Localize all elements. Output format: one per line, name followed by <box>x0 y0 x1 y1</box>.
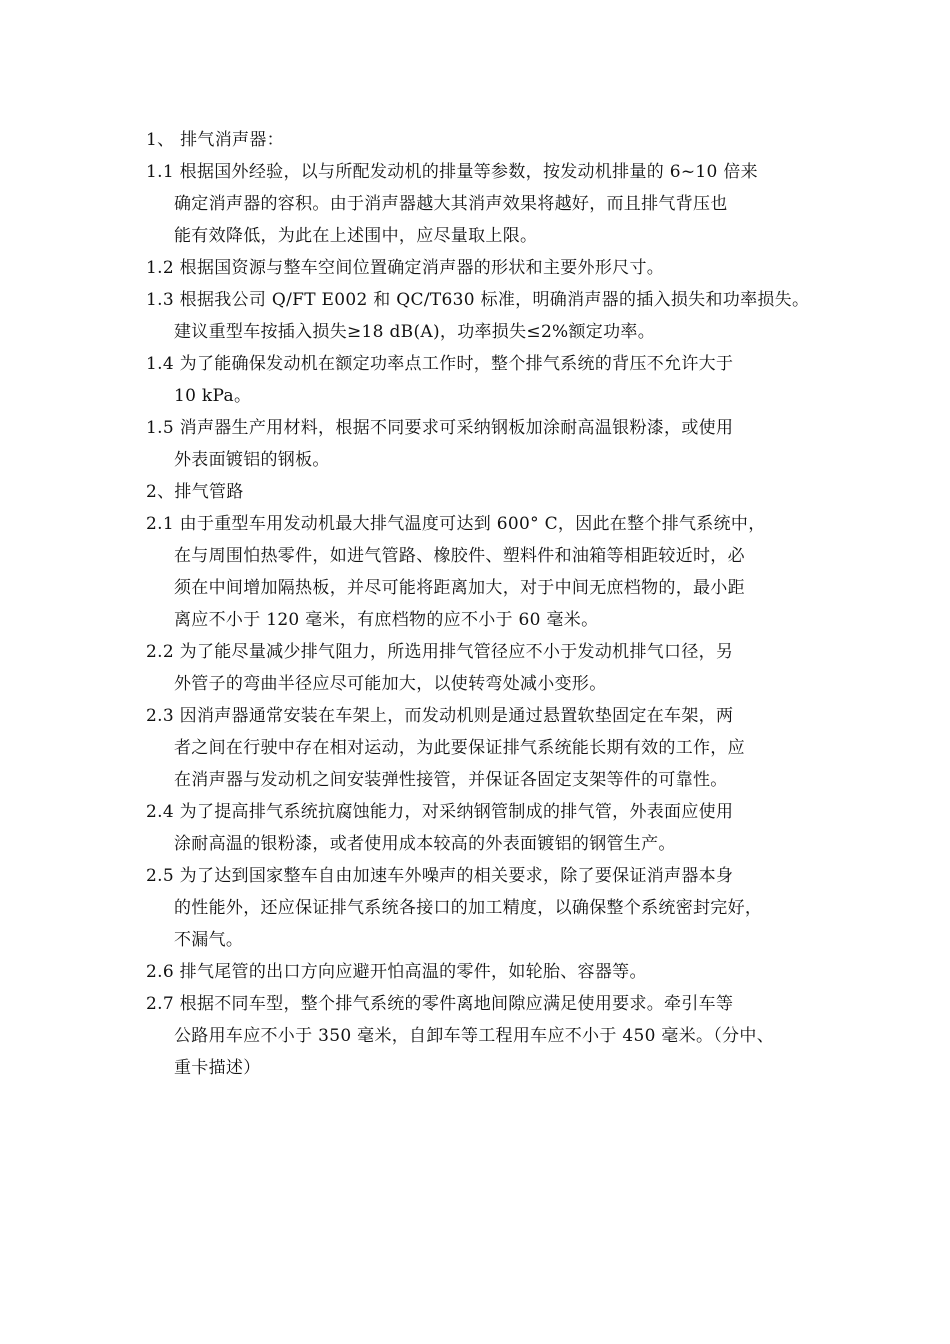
paragraph-line: 2.6 排气尾管的出口方向应避开怕高温的零件，如轮胎、容器等。 <box>146 962 647 982</box>
paragraph-continuation-line: 重卡描述） <box>174 1058 261 1078</box>
paragraph-line: 2.2 为了能尽量减少排气阻力，所选用排气管径应不小于发动机排气口径，另 <box>146 642 734 662</box>
paragraph-continuation-line: 在与周围怕热零件，如进气管路、橡胶件、塑料件和油箱等相距较近时，必 <box>174 546 745 566</box>
paragraph-continuation-line: 离应不小于 120 毫米，有庶档物的应不小于 60 毫米。 <box>174 610 599 630</box>
paragraph-continuation-line: 须在中间增加隔热板，并尽可能将距离加大，对于中间无庶档物的，最小距 <box>174 578 745 598</box>
paragraph-continuation-line: 外表面镀铝的钢板。 <box>174 450 330 470</box>
paragraph-line: 1.3 根据我公司 Q/FT E002 和 QC/T630 标准，明确消声器的插入损失和功率损失。 <box>146 290 810 310</box>
paragraph-continuation-line: 确定消声器的容积。由于消声器越大其消声效果将越好，而且排气背压也 <box>174 194 728 214</box>
paragraph-continuation-line: 公路用车应不小于 350 毫米，自卸车等工程用车应不小于 450 毫米。（分中、 <box>174 1026 775 1046</box>
paragraph-continuation-line: 者之间在行驶中存在相对运动，为此要保证排气系统能长期有效的工作，应 <box>174 738 745 758</box>
paragraph-line: 2.4 为了提高排气系统抗腐蚀能力，对采纳钢管制成的排气管，外表面应使用 <box>146 802 734 822</box>
paragraph-line: 2.7 根据不同车型，整个排气系统的零件离地间隙应满足使用要求。牵引车等 <box>146 994 734 1014</box>
paragraph-line: 2、排气管路 <box>146 482 244 502</box>
paragraph-continuation-line: 不漏气。 <box>174 930 244 950</box>
paragraph-continuation-line: 的性能外，还应保证排气系统各接口的加工精度，以确保整个系统密封完好， <box>174 898 763 918</box>
paragraph-line: 1.2 根据国资源与整车空间位置确定消声器的形状和主要外形尺寸。 <box>146 258 665 278</box>
paragraph-continuation-line: 建议重型车按插入损失≥18 dB(A)，功率损失≤2%额定功率。 <box>174 322 656 342</box>
paragraph-continuation-line: 能有效降低，为此在上述围中，应尽量取上限。 <box>174 226 538 246</box>
paragraph-continuation-line: 外管子的弯曲半径应尽可能加大，以使转弯处减小变形。 <box>174 674 607 694</box>
paragraph-continuation-line: 涂耐高温的银粉漆，或者使用成本较高的外表面镀铝的钢管生产。 <box>174 834 676 854</box>
paragraph-line: 2.1 由于重型车用发动机最大排气温度可达到 600° C，因此在整个排气系统中， <box>146 514 766 534</box>
paragraph-line: 1.1 根据国外经验，以与所配发动机的排量等参数，按发动机排量的 6~10 倍来 <box>146 162 758 182</box>
paragraph-line: 2.5 为了达到国家整车自由加速车外噪声的相关要求，除了要保证消声器本身 <box>146 866 734 886</box>
paragraph-line: 1.4 为了能确保发动机在额定功率点工作时，整个排气系统的背压不允许大于 <box>146 354 734 374</box>
paragraph-continuation-line: 10 kPa。 <box>174 386 252 406</box>
document-body <box>146 124 836 1084</box>
paragraph-line: 2.3 因消声器通常安装在车架上，而发动机则是通过悬置软垫固定在车架，两 <box>146 706 734 726</box>
paragraph-continuation-line: 在消声器与发动机之间安装弹性接管，并保证各固定支架等件的可靠性。 <box>174 770 728 790</box>
paragraph-line: 1.5 消声器生产用材料，根据不同要求可采纳钢板加涂耐高温银粉漆，或使用 <box>146 418 734 438</box>
paragraph-line: 1、 排气消声器： <box>146 130 284 150</box>
